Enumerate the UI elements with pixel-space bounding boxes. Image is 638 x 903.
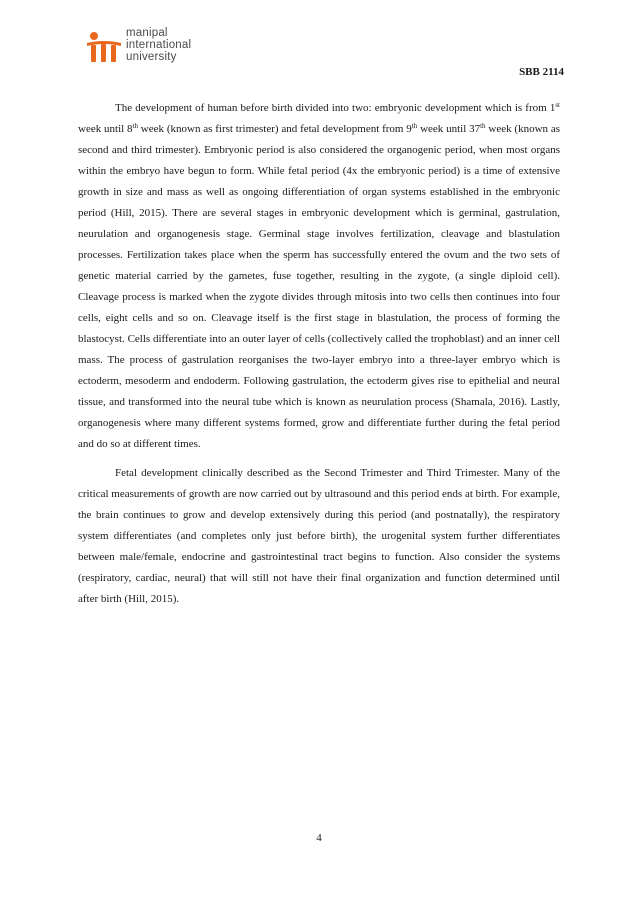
paragraph-fetal: Fetal development clinically described as the Second Trimester and Third Trimester. Many of the critical measurements of growth are now carried out by ultrasound and this period ends at birth. For example, the brain continues to grow and develop extensively during this period (and postnatally), the respiratory system differentiates (and completes only just before birth), the urogenital system further differentiates between male/female, endocrine and gastrointestinal tract begins to function. Also consider the systems (respiratory, cardiac, neural) that will still not have their final organization and function determined until after birth (Hill, 2015). — [78, 467, 560, 605]
logo-line-3: university — [126, 51, 177, 63]
mu-logo-icon — [86, 31, 122, 63]
p1-text-c: week (known as first trimester) and fetal development from 9 — [137, 123, 412, 135]
p1-text-a: The development of human before birth divided into two: embryonic development which is from 1 — [115, 102, 556, 114]
p1-sup-d: th — [480, 122, 486, 130]
p1-sup-a: st — [555, 101, 560, 109]
p1-text-e: week (known as second and third trimester). Embryonic period is also considered the organogenic period, when most organs within the embryo have begun to form. While fetal period (4x the embryonic period) is a time of extensive growth in size and mass as well as ongoing differentiation of organ systems established in the embryonic period (Hill, 2015). There are several stages in embryonic development which is germinal, gastrulation, neurulation and organogenesis stage. Germinal stage involves fertilization, cleavage and blastulation processes. Fertilization takes place when the sperm has successfully entered the ovum and the two sets of genetic material carried by the gametes, fuse together, resulting in the zygote, (a single diploid cell). Cleavage process is marked when the zygote divides through mitosis into two cells then continues into four cells, eight cells and so on. Cleavage itself is the first stage in blastulation, the process of forming the blastocyst. Cells differentiate into an outer layer of cells (collectively called the trophoblast) and an inner cell mass. The process of gastrulation reorganises the two-layer embryo into a three-layer embryo which is ectoderm, mesoderm and endoderm. Following gastrulation, the ectoderm gives rise to epithelial and neural tissue, and transformed into the neural tube which is known as neurulation process (Shamala, 2016). Lastly, organogenesis where many different systems formed, grow and differentiate further during the fetal period and do so at different times. — [78, 123, 560, 450]
document-body — [78, 98, 560, 610]
p1-sup-b: th — [132, 122, 138, 130]
university-logo — [86, 27, 216, 71]
logo-line-1: manipal — [126, 27, 168, 39]
p1-text-b: week until 8 — [78, 123, 133, 135]
course-code: SBB 2114 — [519, 66, 564, 78]
p1-sup-c: th — [411, 122, 418, 130]
logo-line-2: international — [126, 39, 192, 51]
paragraph-embryonic — [78, 98, 560, 455]
logo-wordmark — [126, 27, 191, 63]
p1-text-d: week until 37 — [417, 123, 481, 135]
page-number: 4 — [316, 832, 322, 844]
